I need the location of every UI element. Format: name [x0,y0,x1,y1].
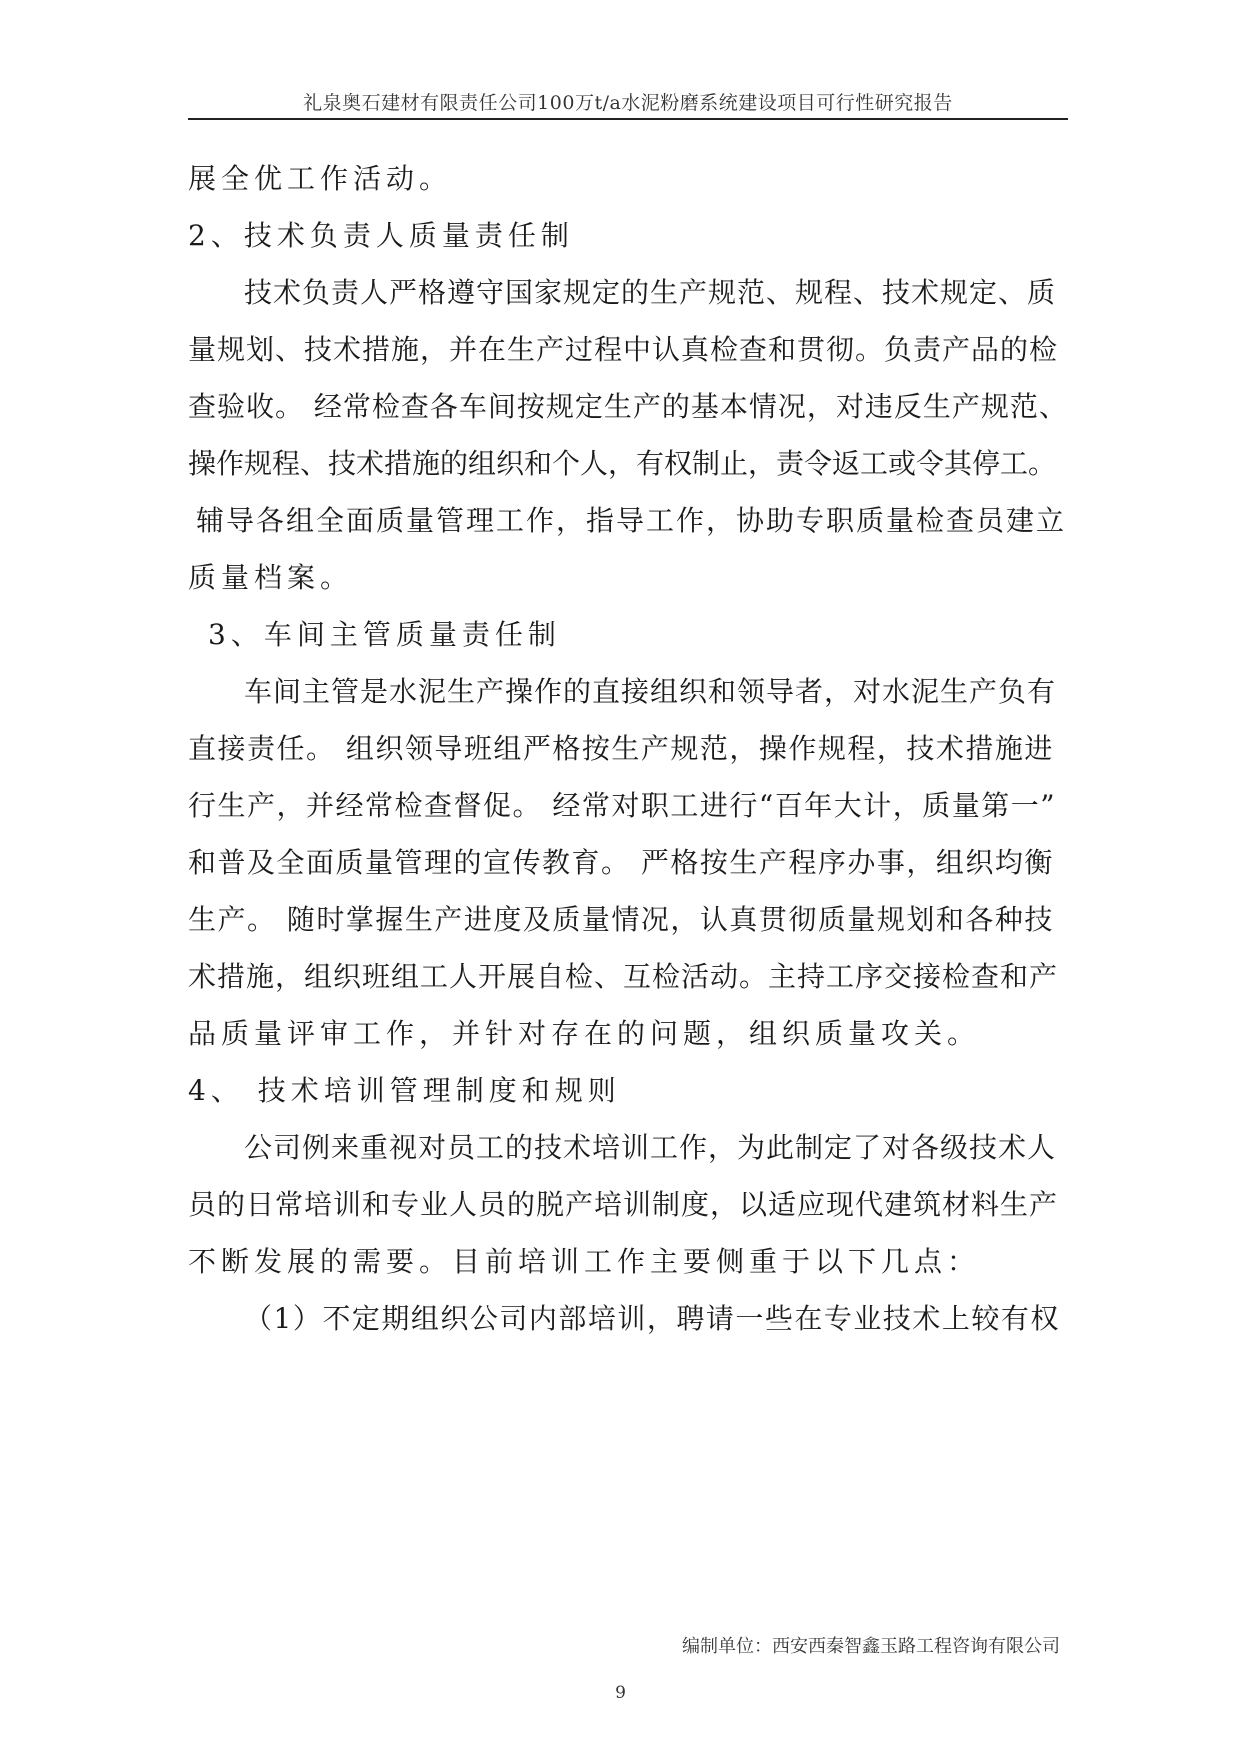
body-line: 车间主管是水泥生产操作的直接组织和领导者，对水泥生产负有 [244,675,1057,708]
body-line: 技术负责人严格遵守国家规定的生产规范、规程、技术规定、质 [244,276,1057,309]
body-line: 和普及全面质量管理的宣传教育。 严格按生产程序办事，组织均衡 [188,846,1054,879]
body-line: 不断发展的需要。目前培训工作主要侧重于以下几点： [188,1245,981,1278]
section-heading: 3、车间主管质量责任制 [208,618,561,651]
body-line: 辅导各组全面质量管理工作，指导工作，协助专职质量检查员建立 [196,504,1067,537]
section-heading: 4、 技术培训管理制度和规则 [188,1074,621,1107]
body-line: 量规划、技术措施，并在生产过程中认真检查和贯彻。负责产品的检 [188,333,1059,366]
body-line: 术措施，组织班组工人开展自检、互检活动。主持工序交接检查和产 [188,960,1059,993]
page-number: 9 [615,1683,626,1703]
page-header-title: 礼泉奥石建材有限责任公司100万t/a水泥粉磨系统建设项目可行性研究报告 [303,92,953,114]
footer-org: 编制单位：西安西秦智鑫玉路工程咨询有限公司 [682,1636,1060,1657]
body-line: 公司例来重视对员工的技术培训工作，为此制定了对各级技术人 [244,1131,1057,1164]
section-heading: 2、技术负责人质量责任制 [188,219,574,252]
body-line: 生产。 随时掌握生产进度及质量情况，认真贯彻质量规划和各种技 [188,903,1054,936]
body-line: 操作规程、技术措施的组织和个人，有权制止，责令返工或令其停工。 [188,447,1057,480]
body-line: 质量档案。 [188,561,354,594]
header-rule [188,118,1068,120]
body-line: 品质量评审工作，并针对存在的问题，组织质量攻关。 [188,1017,981,1050]
body-line: 直接责任。 组织领导班组严格按生产规范，操作规程，技术措施进 [188,732,1054,765]
body-line: 展全优工作活动。 [188,162,453,195]
body-line: 查验收。 经常检查各车间按规定生产的基本情况，对违反生产规范、 [188,390,1068,423]
body-line: 员的日常培训和专业人员的脱产培训制度，以适应现代建筑材料生产 [188,1188,1059,1221]
body-line: （1）不定期组织公司内部培训，聘请一些在专业技术上较有权 [244,1302,1060,1335]
body-line: 行生产，并经常检查督促。 经常对职工进行“百年大计，质量第一” [188,789,1057,822]
